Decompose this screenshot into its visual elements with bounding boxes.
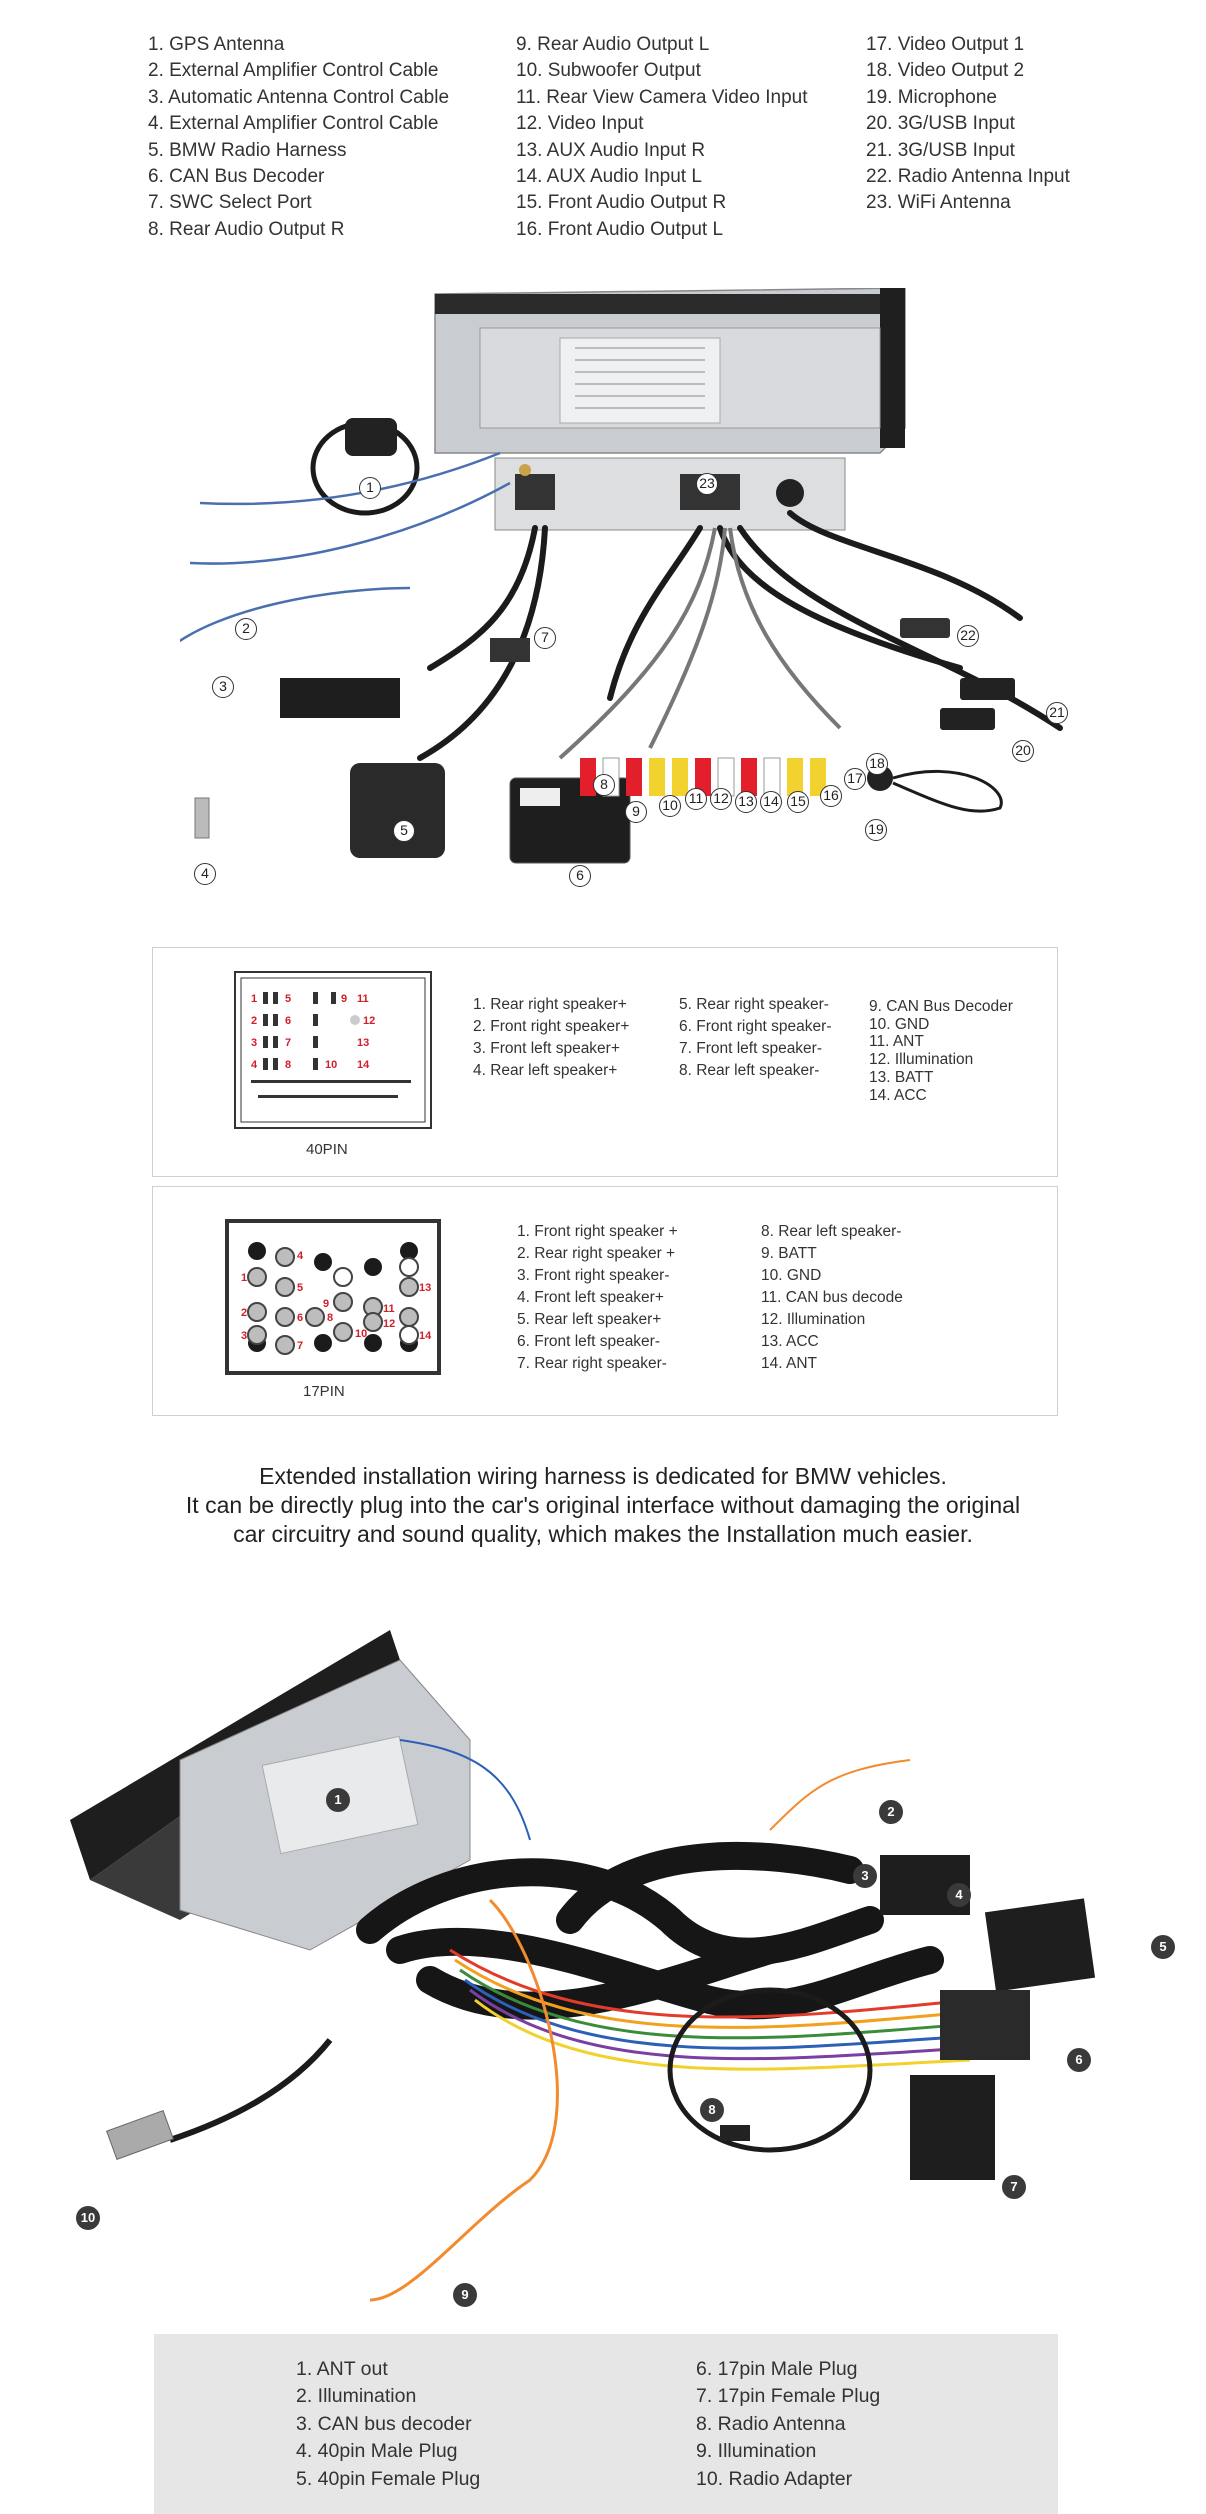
pin40-list-3 [869, 998, 1013, 1104]
pin-description: 12. Illumination [869, 1051, 974, 1069]
pin-description: 8. Rear left speaker- [679, 1062, 820, 1079]
pin-description: 8. Rear left speaker- [761, 1223, 902, 1240]
pin-description: 4. Rear left speaker+ [473, 1062, 618, 1079]
legend-item: 4. 40pin Male Plug [296, 2440, 458, 2463]
pin-description: 5. Rear left speaker+ [517, 1311, 662, 1328]
pin40-list-1 [473, 994, 629, 1082]
pin-description: 2. Front right speaker+ [473, 1018, 630, 1035]
head-unit-illustration [180, 288, 1100, 928]
pin-label: 10 [355, 1328, 368, 1340]
legend-item: 4. External Amplifier Control Cable [148, 113, 439, 135]
legend-item: 7. SWC Select Port [148, 192, 312, 214]
legend-item: 10. Subwoofer Output [516, 60, 701, 82]
legend-item: 21. 3G/USB Input [866, 139, 1015, 161]
pin-label: 2 [241, 1307, 248, 1319]
pin-description: 3. Front right speaker- [517, 1267, 670, 1284]
pin-label: 1 [241, 1272, 248, 1284]
photo1-callout: 22 [957, 625, 979, 647]
legend-item: 6. 17pin Male Plug [696, 2358, 858, 2380]
photo1-callout: 1 [359, 477, 381, 499]
legend-item: 5. BMW Radio Harness [148, 139, 347, 161]
photo1-callout: 4 [194, 863, 216, 885]
photo1-callout: 7 [534, 627, 556, 649]
photo1-callout: 2 [235, 618, 257, 640]
pin-label: 7 [285, 1037, 292, 1049]
pinout-17pin-panel [152, 1186, 1058, 1416]
legend-item: 10. Radio Adapter [696, 2467, 853, 2490]
pin-description: 9. CAN Bus Decoder [869, 998, 1013, 1015]
legend-item: 15. Front Audio Output R [516, 192, 727, 214]
pin-description: 7. Front left speaker- [679, 1040, 823, 1057]
photo2-callout: 4 [947, 1883, 971, 1907]
pin-description: 13. ACC [761, 1333, 819, 1350]
pin-description: 5. Rear right speaker- [679, 996, 829, 1013]
legend-item: 1. ANT out [296, 2358, 388, 2380]
photo2-callout: 9 [453, 2283, 477, 2307]
pin-label: 6 [285, 1015, 292, 1027]
legend-item: 2. External Amplifier Control Cable [148, 60, 439, 82]
photo1-callout: 20 [1012, 740, 1034, 762]
extended-harness-illustration [70, 1620, 1180, 2310]
pin-label: 12 [383, 1318, 396, 1330]
pin-label: 1 [251, 993, 258, 1005]
legend-item: 19. Microphone [866, 86, 997, 108]
description-line: Extended installation wiring harness is dedicated for BMW vehicles. [259, 1463, 947, 1489]
photo1-callout: 12 [710, 788, 732, 810]
legend-item: 12. Video Input [516, 113, 644, 135]
top-legend-column-2 [516, 32, 808, 243]
pinout-17pin-title: 17PIN [303, 1383, 345, 1400]
photo1-callout: 11 [685, 788, 707, 810]
photo2-callout: 5 [1151, 1935, 1175, 1959]
pin-description: 10. GND [869, 1015, 930, 1033]
bottom-legend-column-2 [696, 2356, 880, 2493]
legend-item: 14. AUX Audio Input L [516, 166, 702, 188]
pin-label: 14 [357, 1059, 370, 1071]
photo1-callout: 15 [787, 791, 809, 813]
pin40-list-2 [679, 994, 831, 1082]
pin-label: 7 [297, 1340, 304, 1352]
pin-description: 1. Rear right speaker+ [473, 996, 627, 1013]
photo2-callout: 10 [76, 2206, 100, 2230]
pin17-list-1 [517, 1221, 678, 1375]
pin-description: 4. Front left speaker+ [517, 1289, 664, 1306]
pin-label: 2 [251, 1015, 258, 1027]
photo2-callout: 7 [1002, 2175, 1026, 2199]
pin-label: 9 [323, 1298, 330, 1310]
photo1-callout: 19 [865, 819, 887, 841]
photo1-callout: 23 [696, 473, 718, 495]
legend-item: 16. Front Audio Output L [516, 218, 724, 240]
pin-description: 12. Illumination [761, 1311, 866, 1328]
photo1-callout: 16 [820, 785, 842, 807]
top-legend-column-3 [866, 32, 1070, 217]
bottom-legend-column-1 [296, 2356, 480, 2493]
pin-description: 2. Rear right speaker + [517, 1245, 676, 1262]
pin-description: 1. Front right speaker + [517, 1223, 678, 1240]
photo1-callout: 5 [393, 820, 415, 842]
pin-description: 3. Front left speaker+ [473, 1040, 620, 1057]
photo1-callout: 8 [593, 774, 615, 796]
photo1-callout: 14 [760, 791, 782, 813]
photo1-callout: 21 [1046, 702, 1068, 724]
connector-17pin-diagram [223, 1217, 443, 1377]
pin-description: 10. GND [761, 1267, 822, 1284]
extended-harness-photo [70, 1620, 1180, 2310]
legend-item: 1. GPS Antenna [148, 34, 285, 55]
pin-label: 11 [383, 1303, 395, 1315]
pin-description: 14. ACC [869, 1086, 927, 1104]
head-unit-rear-photo [180, 288, 1100, 928]
legend-item: 6. CAN Bus Decoder [148, 166, 325, 188]
pin-description: 14. ANT [761, 1355, 817, 1372]
legend-item: 8. Radio Antenna [696, 2412, 846, 2435]
pin-label: 3 [241, 1330, 248, 1342]
legend-item: 3. CAN bus decoder [296, 2412, 472, 2435]
connector-40pin-diagram [233, 970, 433, 1130]
pin-label: 9 [341, 993, 348, 1005]
top-legend [0, 32, 1206, 252]
photo1-callout: 17 [844, 768, 866, 790]
legend-item: 23. WiFi Antenna [866, 192, 1011, 214]
photo1-callout: 18 [866, 753, 888, 775]
harness-description [0, 1462, 1206, 1549]
pin-description: 6. Front right speaker- [679, 1018, 832, 1035]
pin-label: 8 [285, 1059, 292, 1071]
photo1-callout: 6 [569, 865, 591, 887]
pin-description: 9. BATT [761, 1245, 817, 1262]
pinout-40pin-panel [152, 947, 1058, 1177]
photo2-callout: 2 [879, 1800, 903, 1824]
legend-item: 13. AUX Audio Input R [516, 139, 706, 161]
legend-item: 2. Illumination [296, 2385, 417, 2408]
top-legend-column-1 [148, 32, 449, 243]
photo1-callout: 10 [659, 795, 681, 817]
photo1-callout: 9 [625, 801, 647, 823]
pin-label: 11 [357, 993, 369, 1005]
photo2-callout: 3 [853, 1864, 877, 1888]
pin-label: 3 [251, 1037, 258, 1049]
pin-label: 5 [297, 1282, 304, 1294]
legend-item: 5. 40pin Female Plug [296, 2467, 481, 2490]
legend-item: 8. Rear Audio Output R [148, 218, 345, 240]
legend-item: 9. Rear Audio Output L [516, 34, 710, 55]
pin-description: 11. CAN bus decode [761, 1289, 903, 1306]
legend-item: 20. 3G/USB Input [866, 113, 1015, 135]
photo2-callout: 8 [700, 2098, 724, 2122]
bottom-legend [154, 2334, 1058, 2514]
legend-item: 22. Radio Antenna Input [866, 166, 1070, 188]
description-line: car circuitry and sound quality, which makes the Installation much easier. [233, 1521, 973, 1547]
photo1-callout: 3 [212, 676, 234, 698]
pin-description: 7. Rear right speaker- [517, 1355, 667, 1372]
pin-label: 12 [363, 1015, 376, 1027]
pin-label: 6 [297, 1312, 304, 1324]
legend-item: 7. 17pin Female Plug [696, 2385, 881, 2408]
legend-item: 11. Rear View Camera Video Input [516, 86, 808, 108]
pin-label: 13 [357, 1037, 370, 1049]
pinout-40pin-title: 40PIN [306, 1141, 348, 1158]
pin17-list-2 [761, 1221, 903, 1375]
pin-description: 13. BATT [869, 1068, 934, 1086]
legend-item: 17. Video Output 1 [866, 34, 1025, 55]
pin-label: 4 [297, 1250, 304, 1262]
pin-label: 13 [419, 1282, 432, 1294]
photo1-callout: 13 [735, 791, 757, 813]
pin-label: 4 [251, 1059, 258, 1071]
legend-item: 18. Video Output 2 [866, 60, 1025, 82]
pin-description: 6. Front left speaker- [517, 1333, 661, 1350]
pin-label: 10 [325, 1059, 338, 1071]
pin-label: 14 [419, 1330, 432, 1342]
legend-item: 9. Illumination [696, 2440, 817, 2463]
photo2-callout: 1 [326, 1788, 350, 1812]
photo2-callout: 6 [1067, 2048, 1091, 2072]
pin-label: 5 [285, 993, 292, 1005]
pin-label: 8 [327, 1312, 334, 1324]
legend-item: 3. Automatic Antenna Control Cable [148, 86, 450, 108]
pin-description: 11. ANT [869, 1033, 924, 1051]
description-line: It can be directly plug into the car's original interface without damaging the original [185, 1492, 1021, 1518]
